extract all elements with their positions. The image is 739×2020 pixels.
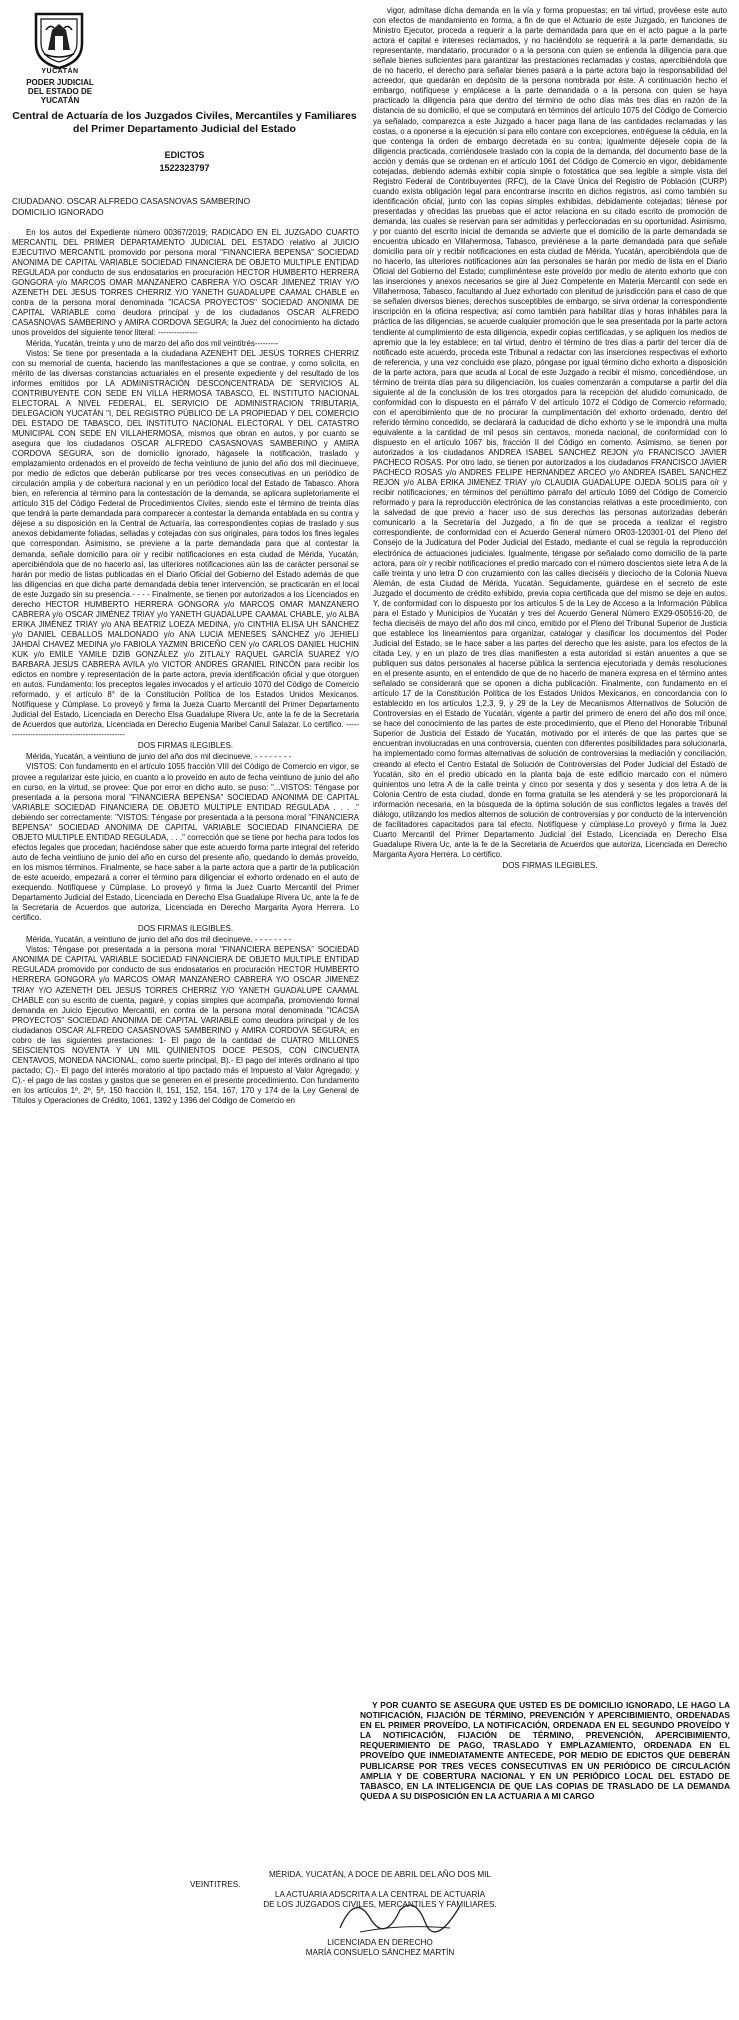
left-column-body xyxy=(12,228,359,1788)
signature-separator: DOS FIRMAS ILEGIBLES. xyxy=(502,860,598,870)
body-paragraph: Vistos: Se tiene por presentada a la ciudadana AZENEHT DEL JESÚS TORRES CHERRIZ con su memorial de cuenta, haciendo las manifestaciones a que se contrae, y como solicita, en mérito de las diversas constancias actuariales en el presente expediente y del resultado de los informes emitidos por LA ADMINISTRACIÓN DESCONCENTRADA DE SERVICIOS AL CONTRIBUYENTE CON SEDE EN VILLA HERMOSA TABASCO, EL INSTITUTO NACIONAL ELECTORAL A NIVEL FEDERAL, EL SERVICIO DE ADMINISTRACION TRIBUTARIA, DELEGACION YUCATÁN "I, DEL REGISTRO PÚBLICO DE LA PROPIEDAD Y DEL COMERCIO DEL ESTADO DE TABASCO, DEL INSTITUTO NACIONAL ELECTORAL Y DEL CATASTRO MUNICIPAL CON SEDE EN VILLAHERMOSA, mismos que obran en autos, y por cuanto se asegura que los ciudadanos OSCAR ALFREDO CASASNOVAS SAMBERINO y AMIRA CORDOVA SEGURA, son de domicilio ignorado, hágasele la notificación, traslado y emplazamiento ordenados en el proveído de fecha veintiuno de junio del año dos mil diecinueve, por medio de edictos que deberán publicarse por tres veces consecutivas en un periódico de circulación amplia y de cobertura nacional y en un periódico local del Estado de Tabasco. Ahora bien, en referencia al término para la contestación de la demanda, se aplicara supletoriamente el artículo 315 del Código Federal de Procedimientos Civiles, siendo este el término de treinta días que tendrá la parte demandada para comparecer a contestar la demanda entablada en su contra y déjese a su disposición en la Central de Actuaría, las correspondientes copias de traslado y sus anexos debidamente foliadas, selladas y cotejadas con sus originales, para todos los fines legales que correspondan. Asimismo, se previene a la parte demandada para que al contestar la demanda, señale domicilio para oír y recibir notificaciones en esta ciudad de Mérida, Yucatán, apercibiéndola que de no hacerlo así, las ulteriores notificaciones aún las de carácter personal se harán por medio de listas publicadas en el Diario Oficial del Gobierno del Estado además de que las diligencias en que dicha parte demandada debía tener intervención, se practicarán en el local de este Juzgado sin su presencia.- - - - Finalmente, se tienen por autorizados a los Licenciados en derecho HECTOR HUMBERTO HERRERA GÓNGORA y/o MARCOS OMAR MANZANERO CABRERA y/o OSCAR JIMÉNEZ TRIAY y/o YANETH GUADALUPE CAAMAL CHABLE, y/o ALBA ERIKA JIMÉNEZ TRIAY y/o ANA BEATRIZ LOEZA MEDINA, y/o CINTHIA ELISA UH SÁNCHEZ y/o DANIEL CEBALLOS MALDONADO y/o ANA LUCIA MENESES SÁNCHEZ y/o JEHIELI JAHDAÍ CHAVEZ MEDINA y/o FABIOLA YAZMIN BRICEÑO CEN y/o CARLOS DANIEL HUCHIN KUK y/o EMILE YAMILE DZIB GONZÁLEZ y/o ZITLALY RAQUEL GARCÍA SUAREZ Y/O BARBARA JESUS CABRERA AVILA y/o VICTOR ANDRES GRANIEL RINCÓN para recibir los edictos en nombre y representación de la parte actora, previa identificación oficial y que otorguen en autos. Fundamento: los preceptos legales invocados y el artículo 1070 del Código de Comercio reformado, y el artículo 8° de la Constitución Política de los Estados Unidos Mexicanos. Notifíquese y Cúmplase. Lo proveyó y firma la Jueza Cuarto Mercantil del Primer Departamento Judicial del Estado, Licenciada en Derecho Elsa Guadalupe Rivera Uc, ante la fe de la Secretaria de Acuerdos que autoriza, Licenciada en Derecho Eugenia Maribel Canul Salazar. Lo certifico. ------------------------------------------------ xyxy=(12,348,359,740)
signoff-line: LICENCIADA EN DERECHO xyxy=(327,1938,433,1947)
court-title: Central de Actuaría de los Juzgados Civiles, Mercantiles y Familiares del Primer Departamento Judicial del Estado xyxy=(12,110,357,135)
signoff-line: LA ACTUARIA ADSCRITA A LA CENTRAL DE ACTUARÍA xyxy=(274,1890,486,1899)
organization-line: DEL ESTADO DE xyxy=(27,87,93,96)
judicial-seal-icon xyxy=(30,10,88,70)
body-paragraph: Vistos: Téngase por presentada a la persona moral "FINANCIERA BEPENSA" SOCIEDAD ANONIMA DE CAPITAL VARIABLE SOCIEDAD FINANCIERA DE OBJETO MULTIPLE ENTIDAD REGULADA promovido por conducto de sus endosatarios en procuración HECTOR HUMBERTO HERRERA GONGORA y/o MARCOS OMAR MANZANERO CABRERA Y/O OSCAR JIMENEZ TRIAY Y/O AZENETH DEL JESUS TORRES CHERRIZ Y/O YANETH GUADALUPE CAAMAL CHABLE con su escrito de cuenta, pagaré, y copias simples que acompaña, promoviendo formal demanda en Juicio Ejecutivo Mercantil, en contra de la persona moral denominada "ICACSA PROYECTOS" SOCIEDAD ANONIMA DE CAPITAL VARIABLE como deudora principal y de los ciudadanos OSCAR ALFREDO CASASNOVAS SAMBERINO y AMIRA CORDOVA SEGURA; en cobro de las siguientes prestaciones: 1- El pago de la cantidad de CUATRO MILLONES SEISCIENTOS NOVENTA Y UN MIL QUINIENTOS DOCE PESOS, CON CINCUENTA CENTAVOS, MONEDA NACIONAL, como suerte principal, B).- El pago del interés ordinario al tipo pactado; C).- El pago del interés moratorio al tipo pactado más el Impuesto al Valor Agregado; y C).- el pago de las costas y gastos que se generen en el presente procedimiento. Con fundamento en los artículos 1º, 2º, 5º, 150 fracción II, 151, 152, 154, 167, 170 y 174 de la Ley General de Títulos y Operaciones de Crédito, 1061, 1392 y 1396 del Código de Comercio en xyxy=(12,945,359,1106)
notification-closing: Y POR CUANTO SE ASEGURA QUE USTED ES DE DOMICILIO IGNORADO, LE HAGO LA NOTIFICACIÓN, FIJACIÓN DE TÉRMINO, PREVENCIÓN Y APERCIBIMIENTO, ORDENADAS EN EL PRIMER PROVEÍDO, LA NOTIFICACIÓN, ORDENADA EN EL SEGUNDO PROVEÍDO Y LA NOTIFICACIÓN, FIJACIÓN DE TÉRMINO, PREVENCIÓN, APERCIBIMIENTO, REQUERIMIENTO DE PAGO, TRASLADO Y EMPLAZAMIENTO, ORDENADA EN EL PROVEÍDO QUE INMEDIATAMENTE ANTECEDE, POR MEDIO DE EDICTOS QUE DEBERÁN PUBLICARSE POR TRES VECES CONSECUTIVAS EN UN PERIÓDICO DE CIRCULACIÓN AMPLIA Y DE COBERTURA NACIONAL Y EN UN PERIÓDICO LOCAL DEL ESTADO DE TABASCO, EN LA INTELIGENCIA DE QUE LAS COPIAS DE TRASLADO DE LA DEMANDA QUEDA A SU DISPOSICIÓN EN LA ACTUARIA A MI CARGO xyxy=(360,1700,730,1801)
body-paragraph: Mérida, Yucatán, treinta y uno de marzo del año dos mil veintitrés--------- xyxy=(26,338,279,348)
handwritten-signature xyxy=(300,1888,500,1938)
organization-line: PODER JUDICIAL xyxy=(26,78,94,87)
body-paragraph: VISTOS: Con fundamento en el artículo 1055 fracción VIII del Código de Comercio en vigor, se provee a regularizar este juicio, en cuanto a lo proveído en auto de fecha veintiuno de junio del año en curso, en la virtud, se provee: Que por error en dicho auto, se puso: "...VISTOS: Téngase por presentada a la persona moral "FINANCIERA BEPENSA" SOCIEDAD ANONIMA DE CAPITAL VARIABLE SOCIEDAD FINANCIERA DE OBJETO MULTIPLE ENTIDAD REGULADA . . . ." debiendo ser correctamente: "VISTOS: Téngase por presentada a la persona moral "FINANCIERA BEPENSA" SOCIEDAD ANONIMA DE CAPITAL VARIABLE SOCIEDAD FINANCIERA DE OBJETO MULTIPLE ENTIDAD REGULADA, . . ." corrección que se tiene por hecha para todos los efectos legales que procedan; haciéndose saber que este acuerdo forma parte integral del referido auto de fecha veintiuno de junio del año en curso del presente año, quedando lo demás proveído, en los mismos términos. Finalmente, se hace saber a la parte actora que a partir de la publicación de este acuerdo, empezará a correr el término para diligenciar el exhorto ordenado en el auto de exequendo. Notifíquese y Cúmplase. Lo proveyó y firma la Juez Cuarto Mercantil del Primer Departamento Judicial del Estado, Licenciada en Derecho Elsa Guadalupe Rivera Uc, ante la fe de la Secretaria de Acuerdos que autoriza, Licenciada en Derecho Margarita Ayora Herrera. Lo certifico. xyxy=(12,762,359,923)
body-paragraph: Mérida, Yucatán, a veintiuno de junio del año dos mil diecinueve. - - - - - - - - xyxy=(26,752,292,762)
addressee-block xyxy=(12,196,359,218)
addressee-domicile: DOMICILIO IGNORADO xyxy=(12,207,104,217)
signature-separator: DOS FIRMAS ILEGIBLES. xyxy=(137,741,234,751)
signoff-line: VEINTITRES. xyxy=(190,1880,241,1889)
body-paragraph: En los autos del Expediente número 00367/2019; RADICADO EN EL JUZGADO CUARTO MERCANTIL DEL PRIMER DEPARTAMENTO JUDICIAL DEL ESTADO relativo al JUICIO EJECUTIVO MERCANTIL promovido por persona moral "FINANCIERA BEPENSA" SOCIEDAD ANONIMA DE CAPITAL VARIABLE SOCIEDAD FINANCIERA DE OBJETO MULTIPLE ENTIDAD REGULADA por conducto de sus endosatarios en procuración HECTOR HUMBERTO HERRERA GONGORA y/o MARCOS OMAR MANZANERO CABRERA Y/O OSCAR JIMENEZ TRIAY Y/O AZENETH DEL JESUS TORRES CHERRIZ Y/O YANETH GUADALUPE CAAMAL CHABLE en contra de la persona moral denominada "ICACSA PROYECTOS" SOCIEDAD ANONIMA DE CAPITAL VARIABLE como deudora principal y de los ciudadanos OSCAR ALFREDO CASASNOVAS SAMBERINO y AMIRA CORDOVA SEGURA; la Juez del conocimiento ha dictado unos proveídos del siguiente tenor literal: --------------- xyxy=(12,228,359,338)
addressee-name: CIUDADANO. OSCAR ALFREDO CASASNOVAS SAMBERINO xyxy=(12,196,251,206)
signoff-line: MÉRIDA, YUCATÁN, A DOCE DE ABRIL DEL AÑO DOS MIL xyxy=(268,1870,492,1879)
body-paragraph: vigor, admítase dicha demanda en la vía y forma propuestas; en tal virtud, provéese este auto con efectos de mandamiento en forma, a fin de que el Actuario de este Juzgado, en funciones de Ministro Ejecutor, proceda a requerir a la parte demandada para que en el acto pague a la parte actora el capital e intereses reclamados, y no haciéndolo se requerirá a la parte demandada, su representante, mandatario, procurador o a la persona con quien se entienda la diligencia para que señale bienes suficientes para garantizar las prestaciones reclamadas y costas, apercibiéndola que de no hacerlo, el derecho para señalar bienes pasará a la parte actora bajo la responsabilidad del acreedor, que quedarán en depósito de la persona nombrada por éste. A continuación hecho el embargo, notifíquese y emplácese a la parte demandada o a la persona con quien se haya practicado la diligencia para que dentro del término de ocho días más tres días en razón de la distancia de su domicilio, el que se computará en términos del artículo 1075 del Código de Comercio ya señalado, comparezca a este Juzgado a hacer paga llana de las cantidades reclamadas y las costas, o a oponerse a la ejecución si para ello contare con excepciones, entréguese la cédula, en la que contenga la orden de embargo decretada en su contra; igualmente déjesele copia de la diligencia practicada, corriéndosele traslado con la copia de la demanda, del documento base de la acción y demás que se ordenan en el artículo 1061 del Código de Comercio en vigor, debidamente cotejadas, debiendo además exhibir copia simple o fotostática que sea legible a simple vista del Registro Federal de Contribuyentes (RFC), de la Clave Única del Registro de Población (CURP) cuando exista obligación legal para encontrarse inscrito en dichos registros, así como también su identificación oficial, junto con las copias simples exhibidas, debidamente cotejadas; tiénese por presentadas y ofrecidas las pruebas que el actor relaciona en su citado escrito de promoción de demanda, las cuales se reservan para ser admitidas y perfeccionadas en su oportunidad. Asimismo, y por cuanto del escrito inicial de demanda se advierte que el domicilio de la parte demandada se encuentra ubicado en Villahermosa, Tabasco, previénese a la parte demandada para que señale domicilio para oír y recibir notificaciones en esta ciudad de Mérida, Yucatán, apercibiéndola que de no hacerlo, las ulteriores notificaciones aún las personales se harán por medio de lista en el Diario Oficial del Gobierno del Estado; cumpliméntese este proveído por medio de atento exhorto que con las inserciones y anexos necesarios se gire al Juez Competente en Materia Mercantil con sede en Villahermosa, Tabasco, facultando al Juez exhortado con plenitud de jurisdicción para el caso de que se señalen diversos bienes, derechos susceptibles de embargo, se sirva ordenar la correspondiente inscripción en la oficina respectiva; así como también para habilitar días y horas inhábiles para la práctica de las diligencias, se acuerde cualquier promoción que le sea presentada por la parte actora tendiente al cumplimiento de esta diligencia, expedir copias certificadas, y se apliquen los medios de apremio que la ley establece; en tal virtud, dentro el término de tres días a partir del tercer día de notificado este acuerdo, proceda este Tribunal a redactar con las inserciones respectivas el exhorto de referencia, y una vez concluido ese plazo, póngase por igual término dicho exhorto a disposición de la parte actora, para que acuda al Local de este Juzgado a recibir el mismo, concediéndose, un término de treinta días para su diligenciación, los cuales comenzarán a computarse a partir del día siguiente al de la conclusión de los tres otorgados para la recepción del aludido comunicado, de conformidad con lo dispuesto en el párrafo V del artículo 1072 el Código de Comercio reformado, con el apercibimiento que de no procurar la cumplimentación del exhorto ordenado, dentro del referido término concedido, se declarará la caducidad de dicho exhorto y se le impondrá una multa equivalente a la cantidad de mil pesos sin centavos, moneda nacional, de conformidad con lo dispuesto en el artículo 1067 bis, fracción II del Código en comento. Asimismo, se tienen por autorizados a los ciudadanos ANDREA ISABEL SANCHEZ REJON y/o FRANCISCO JAVIER PACHECO ROSAS. Por otro lado, se tienen por autorizados a los ciudadanos FRANCISCO JAVIER PACHECO ROSAS y/o ANDRES FELIPE HERNANDEZ ARCEO y/o ANDREA ISABEL SANCHEZ REJON y/o ALBA ERIKA JIMENEZ TRIAY y/o CLAUDIA GUADALUPE OJEDA SOLIS para oír y recibir notificaciones, en términos del penúltimo párrafo del artículo 1069 del Código de Comercio reformado y para la reproducción electrónica de las constancias relativas a este procedimiento, con la salvedad de que previo a hacer uso de sus derechos las personas autorizadas deberán comunicarlo a la Secretaría del Juzgado, a fin de que se proceda a realizar el registro correspondiente, de conformidad con el Acuerdo General número OR03-120301-01 del Pleno del Consejo de la Judicatura del Poder Judicial del Estado, mediante el cual se regula la reproducción electrónica de actuaciones judiciales. Igualmente, téngase por señalado como domicilio de la parte actora, para oír y recibir notificaciones el predio marcado con el número doscientos siete letra A de la calle treinta y uno letra D con cruzamiento con las calles dieciséis y dieciocho de la Colonia Nueva Alemán, de esta Ciudad de Mérida, Yucatán. Seguidamente, guárdese en el secreto de este Juzgado el documento de crédito exhibido, previa copia certificada que del mismo se deje en autos. Y, de conformidad con lo dispuesto por los artículos 5 de la Ley de Acceso a la Información Pública para el Estado y Municipios de Yucatán y tres del Acuerdo General Número EX29-050516-20, de fecha dieciséis de mayo del año dos mil cinco, emitido por el Pleno del Tribunal Superior de Justicia que establece los lineamientos para organizar, catalogar y clasificar los documentos del Poder Judicial del Estado, se le hace saber a las partes del derecho que les asiste, para los efectos de la citada Ley, y en un plazo de tres días manifiesten a esta autoridad si están anuentes a que se publiquen sus datos personales al hacerse pública la sentencia ejecutoriada y demás resoluciones en el presente asunto, en el entendido de que de no hacerlo de manera expresa en el término antes señalado se considerará que se oponen a dicha publicación. Finalmente, con fundamento en el artículo 17 de la Constitución Política de los Estados Unidos Mexicanos, en concordancia con lo establecido en los artículos 1,2,3, 9, y 29 de la Ley de Mecanismos Alternativos de Solución de Controversias en el Estado de Yucatán, vigente a partir del primero de enero del año dos mil once, se hace del conocimiento de las partes de este procedimiento, que el Pleno del Honorable Tribunal Superior de Justicia del Estado de Yucatán, motivado por el interés de que las partes que se encuentran involucradas en una controversia, cuenten con diferentes posibilidades para solucionarla, ha implementado como formas alternativas de solución de controversias la mediación y conciliación, creando al efecto el Centro Estatal de Solución de Controversias del Poder Judicial del Estado de Yucatán, sito en el predio ubicado en la planta baja de este edificio marcado con el número quinientos uno letra A de la calle treinta y cinco por sesenta y dos y sesenta y dos letra A de la Colonia Centro de esta ciudad, donde en forma gratuita se les atenderá y se les proporcionará la información necesaria, en la búsqueda de la óptima solución de sus conflictos legales a través del diálogo, utilizando los medios alternos de solución de controversias y por conducto de la intervención de facilitadores capacitados para tal efecto. Notifíquese y cúmplase.Lo proveyó y firma la Juez Cuarto Mercantil del Primer Departamento Judicial del Estado, Licenciada en Derecho Elsa Guadalupe Rivera Uc, ante la fe de la Secretaria de Acuerdos que autoriza, Licenciada en Derecho Margarita Ayora Herrera. Lo certifico. xyxy=(373,6,727,859)
signature-separator: DOS FIRMAS ILEGIBLES. xyxy=(137,924,234,934)
body-paragraph: Mérida, Yucatán, a veintiuno de junio del año dos mil diecinueve. - - - - - - - - xyxy=(26,935,292,945)
logo-wordmark: YUCATÁN xyxy=(41,68,79,75)
right-column-body xyxy=(373,6,727,1696)
document-type-label: EDICTOS xyxy=(164,150,205,160)
organization-name xyxy=(10,78,110,105)
organization-line: YUCATÁN xyxy=(40,96,80,105)
folio-number: 1522323797 xyxy=(159,163,210,173)
signoff-line: DE LOS JUZGADOS CIVILES, MERCANTILES Y FAMILIARES. xyxy=(263,1900,497,1909)
signoff-line: MARÍA CONSUELO SÁNCHEZ MARTÍN xyxy=(305,1948,455,1957)
